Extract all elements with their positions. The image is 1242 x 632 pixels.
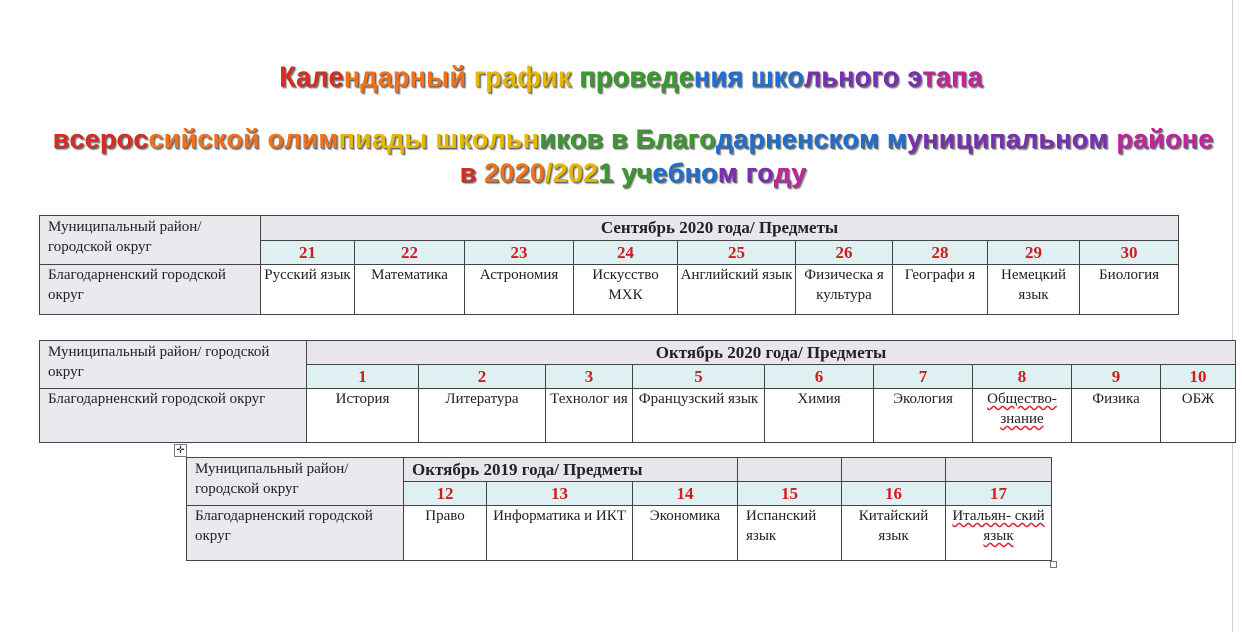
subject-cell: Литература [419,389,546,443]
title-char: о [1071,124,1089,154]
title-char: ы [426,61,450,93]
title-char: к [773,61,788,93]
title-char: н [838,61,855,93]
title-char: о [1164,124,1182,154]
title-char: о [569,124,587,154]
title-char: 2 [514,158,530,188]
title-char: ь [1038,124,1056,154]
title-char: й [180,124,198,154]
title-char: 2 [583,158,599,188]
title-char: в [586,124,604,154]
title-char: о [267,124,285,154]
title-char: к [458,124,472,154]
title-char: й [242,124,260,154]
title-char: а [672,124,688,154]
month-header: Октябрь 2020 года/ Предметы [307,341,1236,365]
title-char: о [757,158,774,188]
subject-cell [973,389,1072,443]
title-char: 0 [529,158,546,188]
title-char: н [1181,124,1199,154]
title-char: К [279,61,296,93]
title-char [1109,124,1117,155]
title-char: а [967,61,983,93]
title-char: ь [505,124,523,154]
title-char: в [459,158,477,188]
title-char: а [295,61,312,93]
day-cell: 5 [633,365,765,389]
title-char: и [710,61,728,93]
subject-cell: Право [404,506,487,561]
subject-cell: Астрономия [465,265,574,315]
district-name-cell: Благодарненский городской округ [40,265,261,315]
title-char: д [715,124,734,154]
title-char: е [652,158,668,188]
subject-cell: Испанский язык [738,506,842,561]
day-cell: 28 [893,241,988,265]
blank-header-cell [842,458,946,482]
title-char [428,124,436,155]
title-char: а [502,61,518,93]
title-char: 1 [598,158,614,188]
title-char: в [52,124,70,154]
district-name-cell: Благодарненский городской округ [40,389,307,443]
day-cell: 7 [874,365,973,389]
district-name-cell: Благодарненский городской округ [187,506,404,561]
subject-cell: Химия [765,389,874,443]
day-cell: 22 [355,241,465,265]
title-char: р [392,61,410,93]
title-char: и [541,61,558,93]
title-char: а [377,61,393,93]
title-char [879,124,887,155]
title-char: у [621,158,637,188]
day-cell: 9 [1072,365,1161,389]
title-char: а [733,124,749,154]
title-char: / [545,158,553,188]
october-2020-table [39,340,1236,443]
table-resize-handle[interactable] [1050,561,1057,568]
title-char: о [116,124,134,154]
subject-cell: Технолог ия [546,389,633,443]
title-char: а [935,61,951,93]
day-cell: 2 [419,365,546,389]
blank-header-cell [946,458,1052,482]
october-2019-table [186,457,1052,561]
title-char: р [748,124,766,154]
title-char: и [938,124,956,154]
title-char: и [972,124,990,154]
subject-text-spellcheck: Общество- знание [987,391,1057,427]
title-char [628,124,636,155]
title-char [743,61,751,94]
subject-cell: Английский язык [678,265,796,315]
day-cell: 17 [946,482,1052,506]
subject-cell: ОБЖ [1161,389,1236,443]
day-cell: 3 [546,365,633,389]
title-char: г [745,158,758,188]
title-char: н [796,124,814,154]
title-char: о [854,61,872,93]
title-char: р [485,61,502,93]
title-line-3-text [460,158,807,189]
title-char: м [886,124,908,154]
title-char: т [922,61,936,93]
subject-cell: История [307,389,419,443]
title-char: и [163,124,181,154]
title-char: ф [517,61,542,93]
title-char: е [678,61,694,93]
title-char: ы [404,124,428,154]
title-char: у [907,124,923,154]
subject-cell: Физика [1072,389,1161,443]
title-char: н [922,124,939,154]
title-char: р [99,124,117,154]
title-char: н [343,61,361,93]
title-char: м [1088,124,1109,154]
title-char: с [69,124,85,154]
title-char: ш [750,61,774,93]
title-char: г [871,61,883,93]
title-char [466,61,474,94]
title-char: о [842,124,859,154]
month-header: Октябрь 2019 года/ Предметы [404,458,738,482]
title-char: а [1132,124,1149,154]
title-char: л [311,61,329,93]
title-char: у [791,158,807,188]
title-char: и [539,124,557,154]
title-char [614,158,622,189]
title-char: п [989,124,1006,154]
title-char: л [1020,124,1039,154]
subject-cell: Экономика [633,506,738,561]
title-char: к [212,124,227,154]
title-char: 2 [484,158,500,188]
title-char: р [595,61,613,93]
title-char: е [781,124,797,154]
table-move-icon[interactable]: ✛ [174,444,187,457]
title-char: с [813,124,829,154]
title-char: д [387,124,405,154]
title-char: ч [636,158,653,188]
title-char [603,124,611,155]
title-char: с [148,124,164,154]
title-char: с [133,124,149,154]
title-char: о [471,124,489,154]
title-char: д [360,61,378,93]
subject-cell: Географи я [893,265,988,315]
title-char: к [828,124,843,154]
subject-cell: Искусство МХК [574,265,678,315]
day-cell: 24 [574,241,678,265]
day-cell: 6 [765,365,874,389]
title-char: м [318,124,339,154]
title-char: л [284,124,302,154]
title-char: л [655,124,673,154]
title-char: м [858,124,880,154]
title-char: а [1005,124,1021,154]
district-header-cell: Муниципальный район/ городской округ [40,216,261,265]
title-char: с [197,124,213,154]
title-char: й [1148,124,1165,154]
title-char: й [449,61,467,93]
day-cell: 29 [988,241,1080,265]
title-char: п [950,61,968,93]
title-char: н [409,61,427,93]
title-char: 0 [567,158,584,188]
title-char: и [301,124,319,154]
title-char: л [803,61,822,93]
district-header-cell: Муниципальный район/ городской округ [187,458,404,506]
title-char: 2 [552,158,568,188]
title-char: э [907,61,923,93]
title-char: н [765,124,782,154]
day-cell: 14 [633,482,738,506]
title-char: о [882,61,900,93]
title-char: г [687,124,700,154]
title-char: к [557,61,572,93]
day-cell: 15 [738,482,842,506]
title-char: Б [635,124,656,154]
subject-cell: Физическа я культура [796,265,893,315]
title-char: н [522,124,540,154]
title-char [260,124,268,155]
title-line-1 [10,61,1242,94]
title-char: о [612,61,630,93]
page-edge [1232,0,1233,632]
title-char: п [579,61,596,93]
day-cell: 1 [307,365,419,389]
day-cell: 16 [842,482,946,506]
title-line-3 [12,158,1242,189]
day-cell: 8 [973,365,1072,389]
title-char: е [328,61,344,93]
title-char: р [1116,124,1133,154]
title-char: о [226,124,243,154]
subject-cell: Экология [874,389,973,443]
subject-cell: Русский язык [261,265,355,315]
title-char: е [1198,124,1214,154]
title-char: б [667,158,685,188]
title-char: д [661,61,679,93]
subject-cell: Французский язык [633,389,765,443]
title-char: о [787,61,804,93]
subject-cell [946,506,1052,561]
subject-cell: Информатика и ИКТ [487,506,633,561]
title-char: н [693,61,711,93]
title-char: ь [821,61,839,93]
day-cell: 23 [465,241,574,265]
title-char: я [727,61,744,93]
title-char: е [84,124,100,154]
blank-header-cell [738,458,842,482]
title-char: а [371,124,388,154]
subject-cell: Немецкий язык [988,265,1080,315]
title-char: м [717,158,738,188]
day-cell: 21 [261,241,355,265]
title-char: в [610,124,628,154]
title-char: л [488,124,506,154]
title-char: г [473,61,486,93]
title-char: п [338,124,356,154]
day-cell: 13 [487,482,633,506]
title-char: н [684,158,702,188]
title-char: н [1055,124,1072,154]
day-cell: 26 [796,241,893,265]
subject-cell: Биология [1080,265,1179,315]
title-line-2 [12,124,1242,155]
title-char: д [773,158,792,188]
subject-cell: Китайский язык [842,506,946,561]
day-cell: 30 [1080,241,1179,265]
title-char [738,158,746,189]
title-char: к [556,124,570,154]
month-header: Сентябрь 2020 года/ Предметы [261,216,1179,241]
title-char: о [699,124,716,154]
title-char: е [646,61,662,93]
title-line-2-text [53,124,1214,155]
subject-text-spellcheck: Итальян- ский язык [952,508,1045,544]
title-char [899,61,907,94]
day-cell: 12 [404,482,487,506]
title-char: ш [435,124,459,154]
subject-cell: Математика [355,265,465,315]
title-char: в [629,61,647,93]
title-char: о [701,158,718,188]
title-char [572,61,580,94]
day-cell: 25 [678,241,796,265]
title-line-1-text [279,61,982,94]
day-cell: 10 [1161,365,1236,389]
title-char: и [355,124,372,154]
title-char: 0 [499,158,515,188]
district-header-cell: Муниципальный район/ городской округ [40,341,307,389]
september-2020-table [39,215,1179,315]
title-char: ц [955,124,973,154]
title-char [476,158,484,189]
